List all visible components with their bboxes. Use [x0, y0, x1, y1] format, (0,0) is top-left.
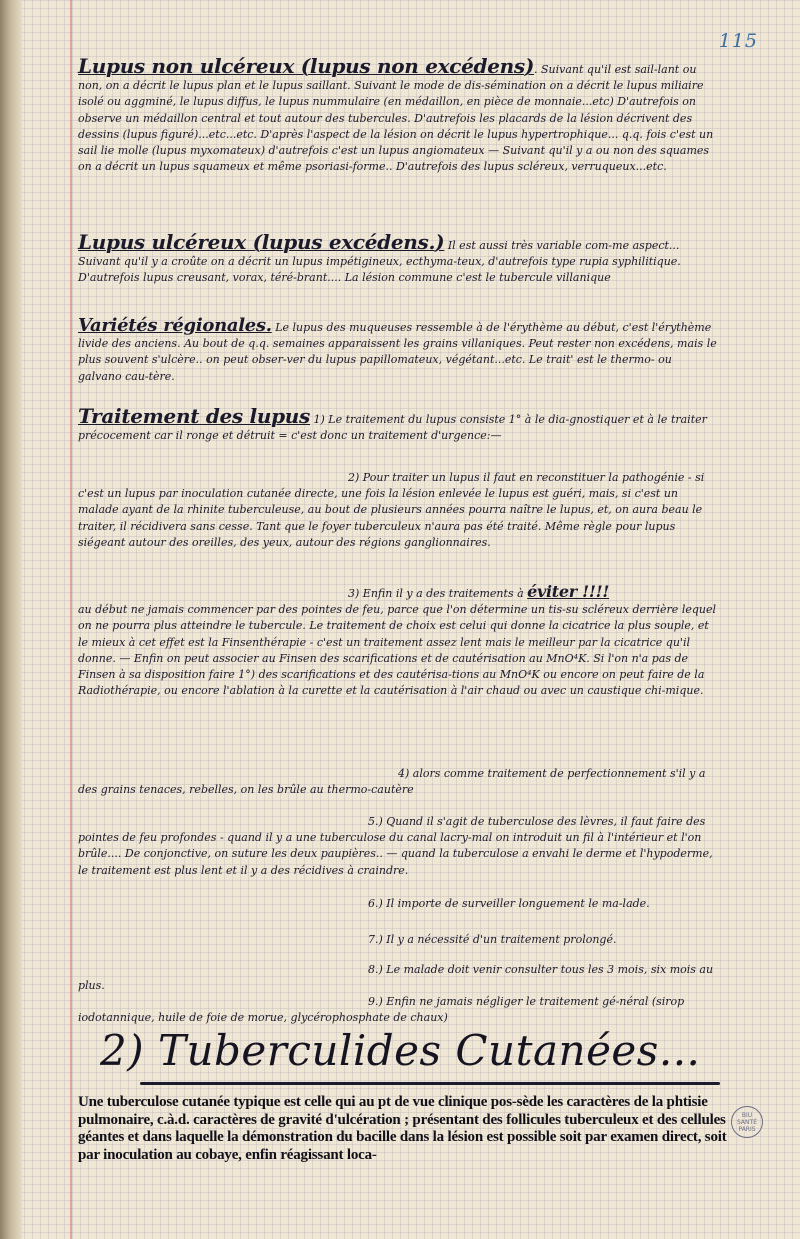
stamp-line-3: PARIS [738, 1125, 756, 1133]
traitement-point-4: 4) alors comme traitement de perfectionnement s'il y a des grains tenaces, rebelles, on les brûle au thermo-cautère [78, 767, 706, 797]
stamp-line-2: SANTÉ [737, 1118, 757, 1126]
traitement-point-7-block [78, 932, 718, 948]
traitement-point-2-block [78, 470, 718, 551]
text-lupus-ulcereux: Il est aussi très variable com-me aspect... Suivant qu'il y a croûte on a décrit un lupus impétigineux, ecthyma-teux, d'autrefois type rupia syphilitique. D'autrefois lupus creusant, vorax, téré-brant.... La lésion commune c'est le tubercule villanique [78, 239, 681, 285]
traitement-point-3-lead-line [78, 584, 718, 602]
traitement-point-3-block [78, 584, 718, 699]
section-varietes-regionales [78, 315, 718, 385]
traitement-point-3-lead: 3) Enfin il y a des traitements à [348, 587, 524, 600]
traitement-point-6-block [78, 896, 718, 912]
binding-edge [0, 0, 22, 1239]
section-lupus-non-ulcereux [78, 54, 718, 175]
page-number: 115 [718, 30, 758, 52]
traitement-point-4-block [78, 766, 718, 798]
traitement-point-9-block [78, 994, 718, 1026]
traitement-point-9: 9.) Enfin ne jamais négliger le traitement gé-néral (sirop iodotannique, huile de foie de morue, glycérophosphate de chaux) [78, 995, 685, 1025]
traitement-point-8: 8.) Le malade doit venir consulter tous les 3 mois, six mois au plus. [78, 963, 714, 993]
section-traitement [78, 404, 718, 444]
traitement-point-5: 5.) Quand il s'agit de tuberculose des lèvres, il faut faire des pointes de feu profondes - quand il y a une tuberculose du canal lacry-mal on introduit un fil à l'intérieur et l'on brûle.... De conjonctive, on suture les deux paupières.. — quand la tuberculose a envahi le derme et l'hypoderme, le traitement est plus lent et il y a des récidives à craindre. [78, 815, 713, 877]
text-varietes-regionales: Le lupus des muqueuses ressemble à de l'érythème au début, c'est l'érythème livide des anciens. Au bout de q.q. semaines apparaissent les grains villaniques. Peut rester non excédens, mais le plus souvent s'ulcère.. on peut obser-ver du lupus papillomateux, végétant...etc. Le trait' est le thermo- ou galvano cau-tère. [78, 321, 717, 383]
heading-varietes-regionales: Variétés régionales. [78, 315, 272, 336]
traitement-point-5-block [78, 814, 718, 879]
title-underline [140, 1082, 720, 1085]
traitement-point-8-block [78, 962, 718, 994]
stamp-line-1: BIU [741, 1111, 753, 1119]
margin-rule [70, 0, 72, 1239]
traitement-point-6: 6.) Il importe de surveiller longuement le ma-lade. [368, 897, 650, 910]
text-lupus-non-ulcereux: . Suivant qu'il est sail-lant ou non, on a décrit le lupus plan et le lupus saillant. Suivant le mode de dis-sémination on a décrit le lupus miliaire isolé ou aggminé, le lupus diffus, le lupus nummulaire (en médaillon, en pièce de monnaie...etc) D'autrefois on observe un médaillon central et tout autour des tubercules. D'autrefois les placards de la lésion décrivent des dessins (lupus figuré)...etc...etc. D'après l'aspect de la lésion on décrit le lupus hypertrophique... q.q. fois c'est un sail lie molle (lupus myxomateux) d'autrefois c'est un lupus angiomateux — Suivant qu'il y a ou non des squames on a décrit un lupus squameux et même psoriasi-forme.. D'autrefois des lupus scléreux, verruqueux...etc. [78, 63, 714, 174]
heading-lupus-ulcereux: Lupus ulcéreux (lupus excédens.) [78, 230, 445, 254]
section-lupus-ulcereux [78, 230, 718, 287]
text-tuberculides: Une tuberculose cutanée typique est celle qui au pt de vue clinique pos-sède les caractères de la phtisie pulmonaire, c.à.d. caractères de gravité d'ulcération ; présentant des follicules tuberculeux et des cellules géantes et dans laquelle la démonstration du bacille dans la lésion est possible soit par examen direct, soit par inoculation au cobaye, enfin réagissant loca- [78, 1094, 727, 1163]
traitement-point-2: 2) Pour traiter un lupus il faut en reconstituer la pathogénie - si c'est un lupus par inoculation cutanée directe, une fois la lésion enlevée le lupus est guéri, mais, si c'est un malade ayant de la rhinite tuberculeuse, au bout de plusieurs années pourra naître le lupus, et, on aura beau le traiter, il récidivera sans cesse. Tant que le foyer tuberculeux n'aura pas été traité. Même règle pour lupus siégeant autour des oreilles, des yeux, autour des régions ganglionnaires. [78, 471, 705, 549]
traitement-point-3-avoid: éviter !!!! [527, 582, 610, 601]
traitement-point-7: 7.) Il y a nécessité d'un traitement prolongé. [368, 933, 617, 946]
traitement-point-3: au début ne jamais commencer par des pointes de feu, parce que l'on détermine un tis-su scléreux derrière lequel on ne pourra plus atteindre le tubercule. Le traitement de choix est celui qui donne la cicatrice la plus souple, et le mieux à cet effet est la Finsenthérapie - c'est un traitement assez lent mais le meilleur par la cicatrice qu'il donne. — Enfin on peut associer au Finsen des scarifications et de cautérisation au MnO⁴K. Si l'on n'a pas de Finsen à sa disposition faire 1°) des scarifications et des cautérisa-tions au MnO⁴K ou encore on peut faire de la Radiothérapie, ou encore l'ablation à la curette et la cautérisation à l'air chaud ou avec un caustique chi-mique. [78, 603, 716, 698]
heading-traitement: Traitement des lupus [78, 404, 310, 428]
title-tuberculides-cutanees: 2) Tuberculides Cutanées... [100, 1026, 701, 1075]
heading-lupus-non-ulcereux: Lupus non ulcéreux (lupus non excédens) [78, 54, 535, 78]
traitement-point-1: 1) Le traitement du lupus consiste 1° à le dia-gnostiquer et à le traiter précocement car il ronge et détruit = c'est donc un traitement d'urgence:— [78, 413, 707, 443]
library-stamp [731, 1106, 763, 1138]
